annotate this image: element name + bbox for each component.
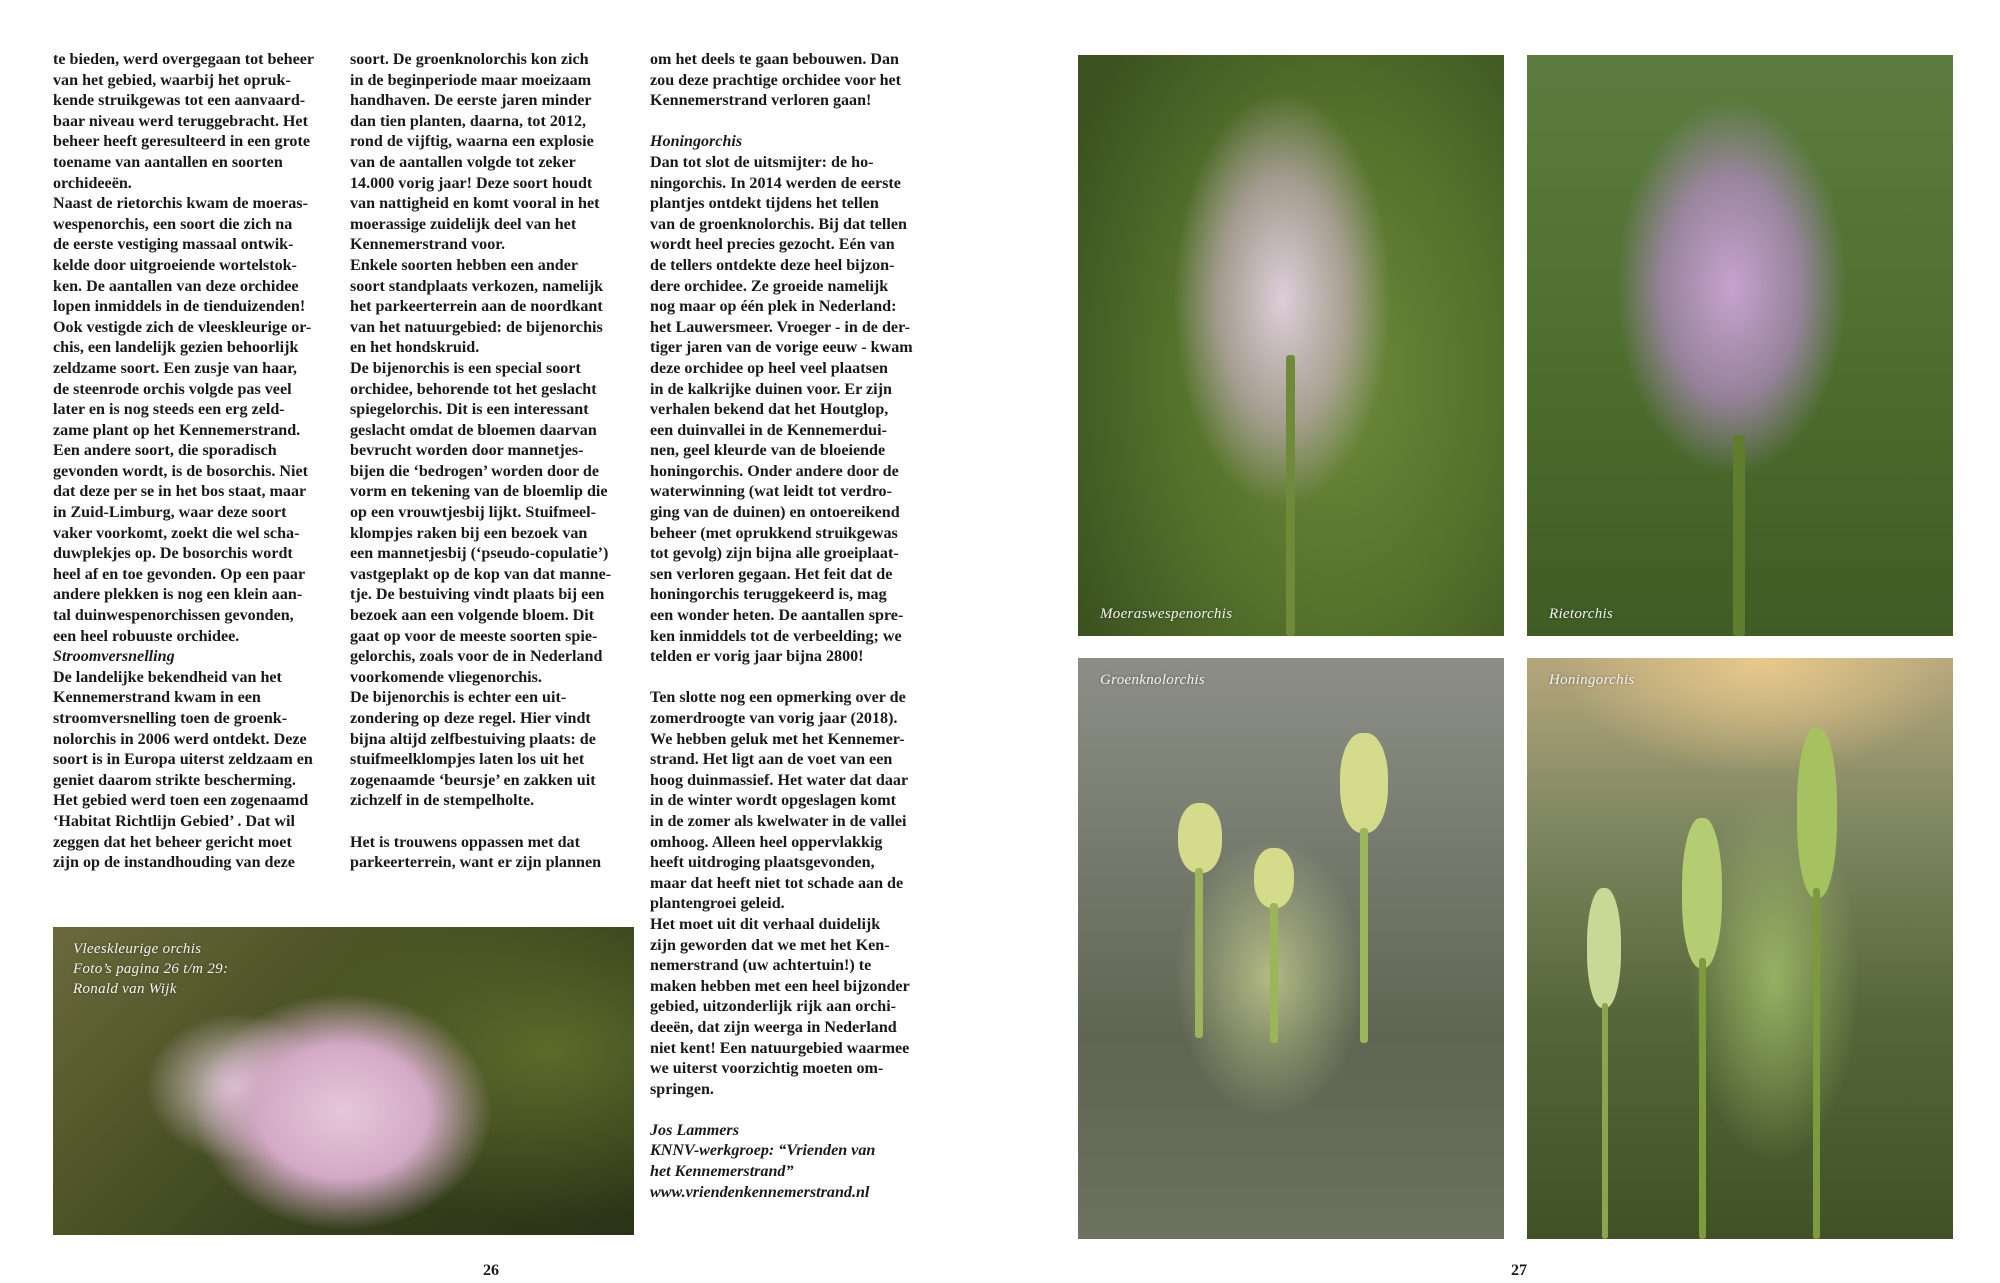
text-line: geniet daarom strikte bescherming. xyxy=(53,771,296,789)
page-number-right: 27 xyxy=(1511,1262,1528,1279)
text-line: vastgeplakt op de kop van dat manne- xyxy=(350,565,612,583)
text-line: www.vriendenkennemerstrand.nl xyxy=(650,1183,870,1201)
text-line: Kennemerstrand verloren gaan! xyxy=(650,92,872,110)
text-line: wespenorchis, een soort die zich na xyxy=(53,215,293,233)
photo-moeraswespenorchis xyxy=(1078,55,1504,636)
text-line: van de groenknolorchis. Bij dat tellen xyxy=(650,215,907,233)
text-line: Het moet uit dit verhaal duidelijk xyxy=(650,915,881,933)
text-line: hoog duinmassief. Het water dat daar xyxy=(650,771,909,789)
text-line: Het is trouwens oppassen met dat xyxy=(350,833,580,851)
text-line: soort. De groenknolorchis kon zich xyxy=(350,51,589,68)
text-line: zomerdroogte van vorig jaar (2018). xyxy=(650,710,898,727)
text-line: vaker voorkomt, zoekt die wel scha- xyxy=(53,524,300,542)
text-line: nog maar op één plek in Nederland: xyxy=(650,298,897,316)
text-line: Ook vestigde zich de vleeskleurige or- xyxy=(53,318,312,336)
text-line: te bieden, werd overgegaan tot beheer xyxy=(53,51,315,68)
text-line: stroomversnelling toen de groenk- xyxy=(53,710,288,727)
flower-spike xyxy=(1587,888,1621,1008)
photo-honingorchis xyxy=(1527,658,1953,1239)
text-line: ken. De aantallen van deze orchidee xyxy=(53,277,299,295)
text-line: beheer (met oprukkend struikgewas xyxy=(650,524,898,542)
text-line: dere orchidee. Ze groeide namelijk xyxy=(650,277,889,295)
text-line: ningorchis. In 2014 werden de eerste xyxy=(650,174,901,192)
text-line: kende struikgewas tot een aanvaard- xyxy=(53,92,306,110)
text-line: in de zomer als kwelwater in de vallei xyxy=(650,812,907,830)
text-line: beheer heeft geresulteerd in een grote xyxy=(53,133,310,151)
text-line: in de winter wordt opgeslagen komt xyxy=(650,792,897,810)
text-line: Enkele soorten hebben een ander xyxy=(350,256,579,274)
text-line: het Lauwersmeer. Vroeger - in de der- xyxy=(650,318,910,336)
text-line: heeft uitdroging plaatsgevonden, xyxy=(650,854,875,872)
flower-spike xyxy=(1340,733,1388,833)
text-line: tje. De bestuiving vindt plaats bij een xyxy=(350,586,605,604)
text-line: een wonder heten. De aantallen spre- xyxy=(650,607,904,625)
text-line: handhaven. De eerste jaren minder xyxy=(350,92,592,110)
text-line: tal duinwespenorchissen gevonden, xyxy=(53,607,294,625)
text-line: omhoog. Alleen heel oppervlakkig xyxy=(650,833,883,851)
text-line: een duinvallei in de Kennemerdui- xyxy=(650,421,887,439)
text-line: wordt heel precies gezocht. Eén van xyxy=(650,236,895,254)
text-line: zeggen dat het beheer gericht moet xyxy=(53,833,292,851)
text-line: lopen inmiddels in de tienduizenden! xyxy=(53,298,306,316)
text-line: zou deze prachtige orchidee voor het xyxy=(650,71,902,89)
text-line: moerassige zuidelijk deel van het xyxy=(350,215,577,233)
text-line: zondering op deze regel. Hier vindt xyxy=(350,710,591,727)
text-line: chis, een landelijk gezien behoorlijk xyxy=(53,339,299,357)
text-line: Ronald van Wijk xyxy=(73,981,177,997)
photo-caption-riet: Rietorchis xyxy=(1549,606,1614,622)
text-line: ging van de duinen) en ontoereikend xyxy=(650,504,900,522)
text-line: telden er vorig jaar bijna 2800! xyxy=(650,648,864,666)
text-line: spiegelorchis. Dit is een interessant xyxy=(350,401,589,419)
text-line: Kennemerstrand voor. xyxy=(350,236,505,254)
flower-spike xyxy=(1178,803,1222,873)
text-line: gebied, uitzonderlijk rijk aan orchi- xyxy=(650,998,897,1016)
text-line: de steenrode orchis volgde pas veel xyxy=(53,380,292,398)
flower-stem xyxy=(1733,435,1745,636)
text-line: verhalen bekend dat het Houtglop, xyxy=(650,401,889,419)
text-line: gelorchis, zoals voor de in Nederland xyxy=(350,648,603,666)
text-line: plantengroei geleid. xyxy=(650,895,785,913)
photo-rietorchis xyxy=(1527,55,1953,636)
text-line: De bijenorchis is een special soort xyxy=(350,359,581,377)
text-line: van de aantallen volgde tot zeker xyxy=(350,153,576,171)
text-line: ken inmiddels tot de verbeelding; we xyxy=(650,627,902,645)
text-line: het parkeerterrein aan de noordkant xyxy=(350,298,603,316)
text-line: van nattigheid en komt vooral in het xyxy=(350,195,600,213)
text-line: dat deze per se in het bos staat, maar xyxy=(53,483,307,501)
flower-spike xyxy=(1797,728,1837,898)
text-line: andere plekken is nog een klein aan- xyxy=(53,586,303,604)
photo-caption-honing: Honingorchis xyxy=(1549,672,1635,688)
text-line: honingorchis teruggekeerd is, mag xyxy=(650,586,887,604)
flower-stem xyxy=(1813,888,1820,1239)
text-line: van het natuurgebied: de bijenorchis xyxy=(350,318,603,336)
text-line: Foto’s pagina 26 t/m 29: xyxy=(73,961,229,977)
text-line: We hebben geluk met het Kennemer- xyxy=(650,730,905,748)
text-line: zijn op de instandhouding van deze xyxy=(53,854,295,872)
text-line: KNNV-werkgroep: “Vrienden van xyxy=(650,1142,876,1160)
text-line: niet kent! Een natuurgebied waarmee xyxy=(650,1039,910,1057)
text-line: heel af en toe gevonden. Op een paar xyxy=(53,565,306,583)
text-line: zogenaamde ‘beursje’ en zakken uit xyxy=(350,771,596,789)
text-line: in de kalkrijke duinen voor. Er zijn xyxy=(650,380,892,398)
photo-caption-groen: Groenknolorchis xyxy=(1100,672,1206,688)
text-line: sen verloren gegaan. Het feit dat de xyxy=(650,565,893,583)
text-line: Vleeskleurige orchis xyxy=(73,941,202,957)
text-line: ‘Habitat Richtlijn Gebied’ . Dat wil xyxy=(53,812,295,830)
text-line: stuifmeelklompjes laten los uit het xyxy=(350,751,585,769)
text-line: van het gebied, waarbij het opruk- xyxy=(53,71,291,89)
text-line: Jos Lammers xyxy=(650,1121,739,1139)
text-line: Ten slotte nog een opmerking over de xyxy=(650,689,906,707)
text-line: zame plant op het Kennemerstrand. xyxy=(53,421,301,439)
text-line: bijen die ‘bedrogen’ worden door de xyxy=(350,462,600,480)
text-line: Dan tot slot de uitsmijter: de ho- xyxy=(650,153,874,171)
heading-honingorchis: Honingorchis xyxy=(650,133,743,151)
text-line: toename van aantallen en soorten xyxy=(53,153,283,171)
flower-stem xyxy=(1602,1003,1608,1239)
text-line: plantjes ontdekt tijdens het tellen xyxy=(650,195,879,213)
photo-caption-moeras: Moeraswespenorchis xyxy=(1100,606,1233,622)
text-line: bijna altijd zelfbestuiving plaats: de xyxy=(350,730,596,748)
text-line: het Kennemerstrand” xyxy=(650,1163,794,1181)
text-line: De landelijke bekendheid van het xyxy=(53,668,282,686)
text-line: vorm en tekening van de bloemlip die xyxy=(350,483,608,501)
text-line: een mannetjesbij (‘pseudo-copulatie’) xyxy=(350,545,609,563)
text-line: in de beginperiode maar moeizaam xyxy=(350,71,592,89)
text-line: baar niveau werd teruggebracht. Het xyxy=(53,112,308,130)
text-line: de tellers ontdekte deze heel bijzon- xyxy=(650,256,895,274)
text-line: springen. xyxy=(650,1080,714,1098)
text-line: tot gevolg) zijn bijna alle groeiplaat- xyxy=(650,545,899,563)
text-line: we uiterst voorzichtig moeten om- xyxy=(650,1060,884,1078)
page-number-left: 26 xyxy=(483,1262,500,1279)
text-line: tiger jaren van de vorige eeuw - kwam xyxy=(650,339,913,357)
photo-groenknolorchis xyxy=(1078,658,1504,1239)
text-line: gaat op voor de meeste soorten spie- xyxy=(350,627,598,645)
text-line: nemerstrand (uw achtertuin!) te xyxy=(650,957,872,975)
text-line: nolorchis in 2006 werd ontdekt. Deze xyxy=(53,730,307,748)
text-line: de eerste vestiging massaal ontwik- xyxy=(53,236,294,254)
text-line: deze orchidee op heel veel plaatsen xyxy=(650,359,888,377)
text-line: voorkomende vliegenorchis. xyxy=(350,668,542,686)
text-line: maar dat heeft niet tot schade aan de xyxy=(650,874,904,892)
text-line: zichzelf in de stempelholte. xyxy=(350,792,535,810)
text-line: duwplekjes op. De bosorchis wordt xyxy=(53,545,293,563)
text-line: De bijenorchis is echter een uit- xyxy=(350,689,567,707)
text-line: nen, geel kleurde van de bloeiende xyxy=(650,442,886,460)
text-line: een heel robuuste orchidee. xyxy=(53,627,240,645)
text-line: kelde door uitgroeiende wortelstok- xyxy=(53,256,297,274)
text-line: honingorchis. Onder andere door de xyxy=(650,462,899,480)
text-line: bevrucht worden door mannetjes- xyxy=(350,442,584,460)
text-line: dan tien planten, daarna, tot 2012, xyxy=(350,112,587,130)
text-line: en het hondskruid. xyxy=(350,339,480,357)
text-line: orchideeën. xyxy=(53,174,132,192)
flower-spike xyxy=(1254,848,1294,908)
text-line: waterwinning (wat leidt tot verdro- xyxy=(650,483,892,501)
text-line: rond de vijftig, waarna een explosie xyxy=(350,133,594,151)
flower-stem xyxy=(1286,355,1295,636)
text-line: soort is in Europa uiterst zeldzaam en xyxy=(53,751,313,769)
text-line: strand. Het ligt aan de voet van een xyxy=(650,751,893,769)
heading-stroomversnelling: Stroomversnelling xyxy=(53,648,175,666)
text-line: bezoek aan een volgende bloem. Dit xyxy=(350,607,595,625)
text-line: maken hebben met een heel bijzonder xyxy=(650,977,910,995)
text-line: in Zuid-Limburg, waar deze soort xyxy=(53,504,287,522)
text-line: Kennemerstrand kwam in een xyxy=(53,689,261,707)
text-line: op een vrouwtjesbij lijkt. Stuifmeel- xyxy=(350,504,597,522)
text-line: gevonden wordt, is de bosorchis. Niet xyxy=(53,462,308,480)
flower-stem xyxy=(1270,903,1278,1043)
text-line: klompjes raken bij een bezoek van xyxy=(350,524,588,542)
text-line: zeldzame soort. Een zusje van haar, xyxy=(53,359,297,377)
text-line: deeën, dat zijn weerga in Nederland xyxy=(650,1018,897,1036)
text-line: later en is nog steeds een erg zeld- xyxy=(53,401,285,419)
flower-spike xyxy=(1682,818,1722,968)
text-line: parkeerterrein, want er zijn plannen xyxy=(350,854,602,872)
text-line: zijn geworden dat we met het Ken- xyxy=(650,936,890,954)
text-line: orchidee, behorende tot het geslacht xyxy=(350,380,597,398)
flower-stem xyxy=(1360,828,1368,1043)
text-line: Een andere soort, die sporadisch xyxy=(53,442,277,460)
text-line: Naast de rietorchis kwam de moeras- xyxy=(53,195,308,213)
text-line: geslacht omdat de bloemen daarvan xyxy=(350,421,597,439)
flower-stem xyxy=(1195,868,1203,1038)
text-line: 14.000 vorig jaar! Deze soort houdt xyxy=(350,174,593,192)
text-line: Het gebied werd toen een zogenaamd xyxy=(53,792,309,810)
text-line: soort standplaats verkozen, namelijk xyxy=(350,277,604,295)
text-line: om het deels te gaan bebouwen. Dan xyxy=(650,51,900,68)
flower-stem xyxy=(1699,958,1706,1239)
